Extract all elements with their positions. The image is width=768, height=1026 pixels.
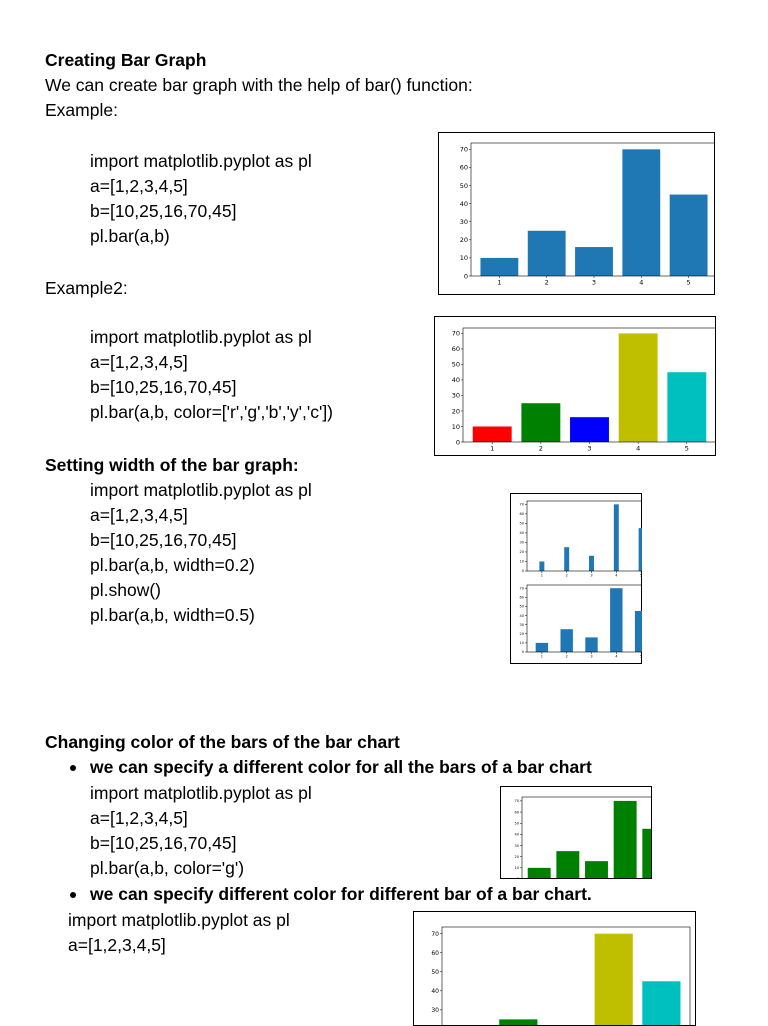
intro-text: We can create bar graph with the help of bar() function: bbox=[45, 75, 473, 95]
chart-y-tick-label: 60 bbox=[431, 949, 439, 957]
chart-x-tick-label: 5 bbox=[684, 444, 689, 453]
chart-plot-frame bbox=[527, 585, 642, 652]
chart-y-tick-label: 30 bbox=[451, 391, 460, 400]
chart-x-tick-label: 1 bbox=[490, 444, 495, 453]
chart-y-tick-label: 60 bbox=[459, 163, 468, 172]
chart-y-tick-label: 50 bbox=[519, 521, 524, 526]
chart-bar bbox=[556, 851, 579, 879]
chart-y-tick-label: 20 bbox=[459, 236, 468, 245]
chart-bar bbox=[667, 372, 706, 442]
chart-bar bbox=[622, 149, 660, 276]
code-line: import matplotlib.pyplot as pl bbox=[68, 910, 290, 930]
chart-y-tick-label: 0 bbox=[521, 569, 524, 574]
chart-y-tick-label: 60 bbox=[519, 595, 524, 600]
code-line: pl.bar(a,b) bbox=[90, 226, 170, 246]
chart-bar bbox=[635, 611, 642, 652]
code-line: import matplotlib.pyplot as pl bbox=[90, 151, 312, 171]
chart-y-tick-label: 10 bbox=[451, 422, 460, 431]
chart-y-tick-label: 10 bbox=[519, 559, 524, 564]
heading-changing-color: Changing color of the bars of the bar chart bbox=[45, 732, 400, 752]
chart-x-tick-label: 3 bbox=[590, 573, 593, 578]
chart-y-tick-label: 70 bbox=[431, 930, 439, 938]
chart-bar bbox=[670, 195, 708, 276]
code-line: pl.bar(a,b, width=0.2) bbox=[90, 555, 255, 575]
chart-y-tick-label: 70 bbox=[451, 329, 460, 338]
chart-bar bbox=[614, 504, 619, 571]
chart-plot-frame bbox=[527, 501, 642, 571]
bullet-dot bbox=[70, 892, 76, 898]
chart-bar bbox=[575, 247, 613, 276]
chart-y-tick-label: 50 bbox=[431, 968, 439, 976]
chart-bar bbox=[480, 258, 518, 276]
chart-bar bbox=[610, 588, 622, 652]
chart-y-tick-label: 70 bbox=[459, 145, 468, 154]
chart-y-tick-label: 20 bbox=[519, 550, 524, 555]
chart-x-tick-label: 4 bbox=[639, 278, 644, 287]
heading-creating-bar-graph: Creating Bar Graph bbox=[45, 50, 207, 70]
chart-x-tick-label: 2 bbox=[565, 573, 568, 578]
chart-width-05 bbox=[510, 579, 642, 664]
bullet-dot bbox=[70, 765, 76, 771]
chart-y-tick-label: 20 bbox=[514, 854, 519, 859]
chart-bar bbox=[642, 829, 652, 879]
code-line: import matplotlib.pyplot as pl bbox=[90, 327, 312, 347]
heading-setting-width: Setting width of the bar graph: bbox=[45, 455, 299, 475]
code-line: pl.bar(a,b, color='g') bbox=[90, 858, 245, 878]
chart-x-tick-label: 5 bbox=[639, 654, 642, 659]
chart-x-tick-label: 5 bbox=[686, 278, 691, 287]
chart-y-tick-label: 30 bbox=[519, 622, 524, 627]
chart-y-tick-label: 0 bbox=[455, 438, 460, 447]
chart-y-tick-label: 40 bbox=[514, 832, 519, 837]
code-line: a=[1,2,3,4,5] bbox=[90, 176, 188, 196]
chart-x-tick-label: 3 bbox=[590, 654, 593, 659]
chart-y-tick-label: 0 bbox=[463, 272, 468, 281]
chart-bar bbox=[539, 561, 544, 571]
chart-y-tick-label: 10 bbox=[519, 641, 524, 646]
chart-bar bbox=[639, 528, 642, 571]
chart-bar bbox=[642, 981, 680, 1026]
chart-bar bbox=[619, 333, 658, 442]
chart-bar bbox=[473, 426, 512, 442]
chart-bar bbox=[585, 861, 608, 879]
chart-y-tick-label: 40 bbox=[519, 613, 524, 618]
chart-y-tick-label: 40 bbox=[459, 199, 468, 208]
chart-x-tick-label: 3 bbox=[591, 278, 597, 287]
chart-multicolor-bar-2 bbox=[413, 911, 696, 1026]
chart-y-tick-label: 60 bbox=[514, 810, 519, 815]
code-line: pl.show() bbox=[90, 580, 161, 600]
chart-y-tick-label: 30 bbox=[431, 1006, 439, 1014]
chart-y-tick-label: 20 bbox=[519, 631, 524, 636]
chart-y-tick-label: 50 bbox=[514, 821, 519, 826]
chart-x-tick-label: 4 bbox=[636, 444, 641, 453]
chart-y-tick-label: 60 bbox=[451, 345, 460, 354]
chart-y-tick-label: 40 bbox=[519, 531, 524, 536]
code-line: import matplotlib.pyplot as pl bbox=[90, 783, 312, 803]
chart-y-tick-label: 30 bbox=[519, 540, 524, 545]
chart-y-tick-label: 0 bbox=[521, 650, 524, 655]
chart-width-02 bbox=[510, 493, 642, 579]
example-label: Example: bbox=[45, 100, 118, 120]
chart-bar bbox=[570, 417, 609, 442]
chart-bar bbox=[585, 637, 597, 652]
chart-y-tick-label: 10 bbox=[514, 866, 519, 871]
chart-svg bbox=[435, 317, 716, 456]
code-line: pl.bar(a,b, width=0.5) bbox=[90, 605, 255, 625]
chart-green-bar bbox=[500, 786, 652, 879]
bullet-text-single-color: we can specify a different color for all the bars of a bar chart bbox=[90, 757, 592, 777]
code-line: a=[1,2,3,4,5] bbox=[68, 935, 166, 955]
chart-x-tick-label: 1 bbox=[540, 573, 544, 578]
chart-y-tick-label: 40 bbox=[451, 376, 460, 385]
chart-y-tick-label: 60 bbox=[519, 512, 524, 517]
chart-x-tick-label: 1 bbox=[540, 654, 544, 659]
chart-bar bbox=[589, 556, 594, 571]
chart-basic-bar bbox=[438, 132, 715, 295]
chart-x-tick-label: 4 bbox=[615, 573, 618, 578]
chart-y-tick-label: 70 bbox=[519, 586, 524, 591]
code-line: pl.bar(a,b, color=['r','g','b','y','c']) bbox=[90, 402, 334, 422]
chart-bar bbox=[536, 643, 548, 652]
chart-bar bbox=[595, 934, 633, 1026]
chart-bar bbox=[499, 1019, 537, 1026]
code-line: a=[1,2,3,4,5] bbox=[90, 505, 188, 525]
chart-bar bbox=[560, 629, 572, 652]
chart-svg bbox=[501, 787, 652, 879]
chart-y-tick-label: 50 bbox=[459, 181, 468, 190]
chart-x-tick-label: 2 bbox=[565, 654, 568, 659]
code-line: b=[10,25,16,70,45] bbox=[90, 833, 237, 853]
chart-x-tick-label: 1 bbox=[497, 278, 502, 287]
chart-y-tick-label: 0 bbox=[516, 877, 519, 880]
chart-y-tick-label: 20 bbox=[451, 407, 460, 416]
chart-bar bbox=[564, 547, 569, 571]
chart-y-tick-label: 70 bbox=[519, 502, 524, 507]
chart-multicolor-bar bbox=[434, 316, 716, 456]
bullet-text-different-colors: we can specify different color for different bar of a bar chart. bbox=[90, 884, 592, 904]
chart-y-tick-label: 40 bbox=[431, 987, 439, 995]
chart-bar bbox=[528, 868, 551, 879]
chart-svg bbox=[439, 133, 715, 295]
chart-y-tick-label: 30 bbox=[459, 217, 468, 226]
code-line: a=[1,2,3,4,5] bbox=[90, 352, 188, 372]
code-line: b=[10,25,16,70,45] bbox=[90, 530, 237, 550]
chart-x-tick-label: 4 bbox=[615, 654, 618, 659]
code-line: import matplotlib.pyplot as pl bbox=[90, 480, 312, 500]
chart-x-tick-label: 2 bbox=[544, 278, 549, 287]
example2-label: Example2: bbox=[45, 278, 128, 298]
code-line: a=[1,2,3,4,5] bbox=[90, 808, 188, 828]
chart-x-tick-label: 5 bbox=[639, 573, 642, 578]
chart-svg bbox=[510, 579, 642, 664]
chart-bar bbox=[521, 403, 560, 442]
chart-x-tick-label: 2 bbox=[538, 444, 543, 453]
chart-y-tick-label: 30 bbox=[514, 843, 519, 848]
chart-y-tick-label: 10 bbox=[459, 254, 468, 263]
chart-svg bbox=[414, 912, 696, 1026]
chart-bar bbox=[614, 801, 637, 879]
chart-y-tick-label: 70 bbox=[514, 799, 519, 804]
code-line: b=[10,25,16,70,45] bbox=[90, 201, 237, 221]
chart-y-tick-label: 50 bbox=[451, 360, 460, 369]
chart-x-tick-label: 3 bbox=[587, 444, 592, 453]
chart-bar bbox=[528, 231, 566, 276]
chart-svg bbox=[510, 493, 642, 579]
chart-y-tick-label: 50 bbox=[519, 604, 524, 609]
code-line: b=[10,25,16,70,45] bbox=[90, 377, 237, 397]
